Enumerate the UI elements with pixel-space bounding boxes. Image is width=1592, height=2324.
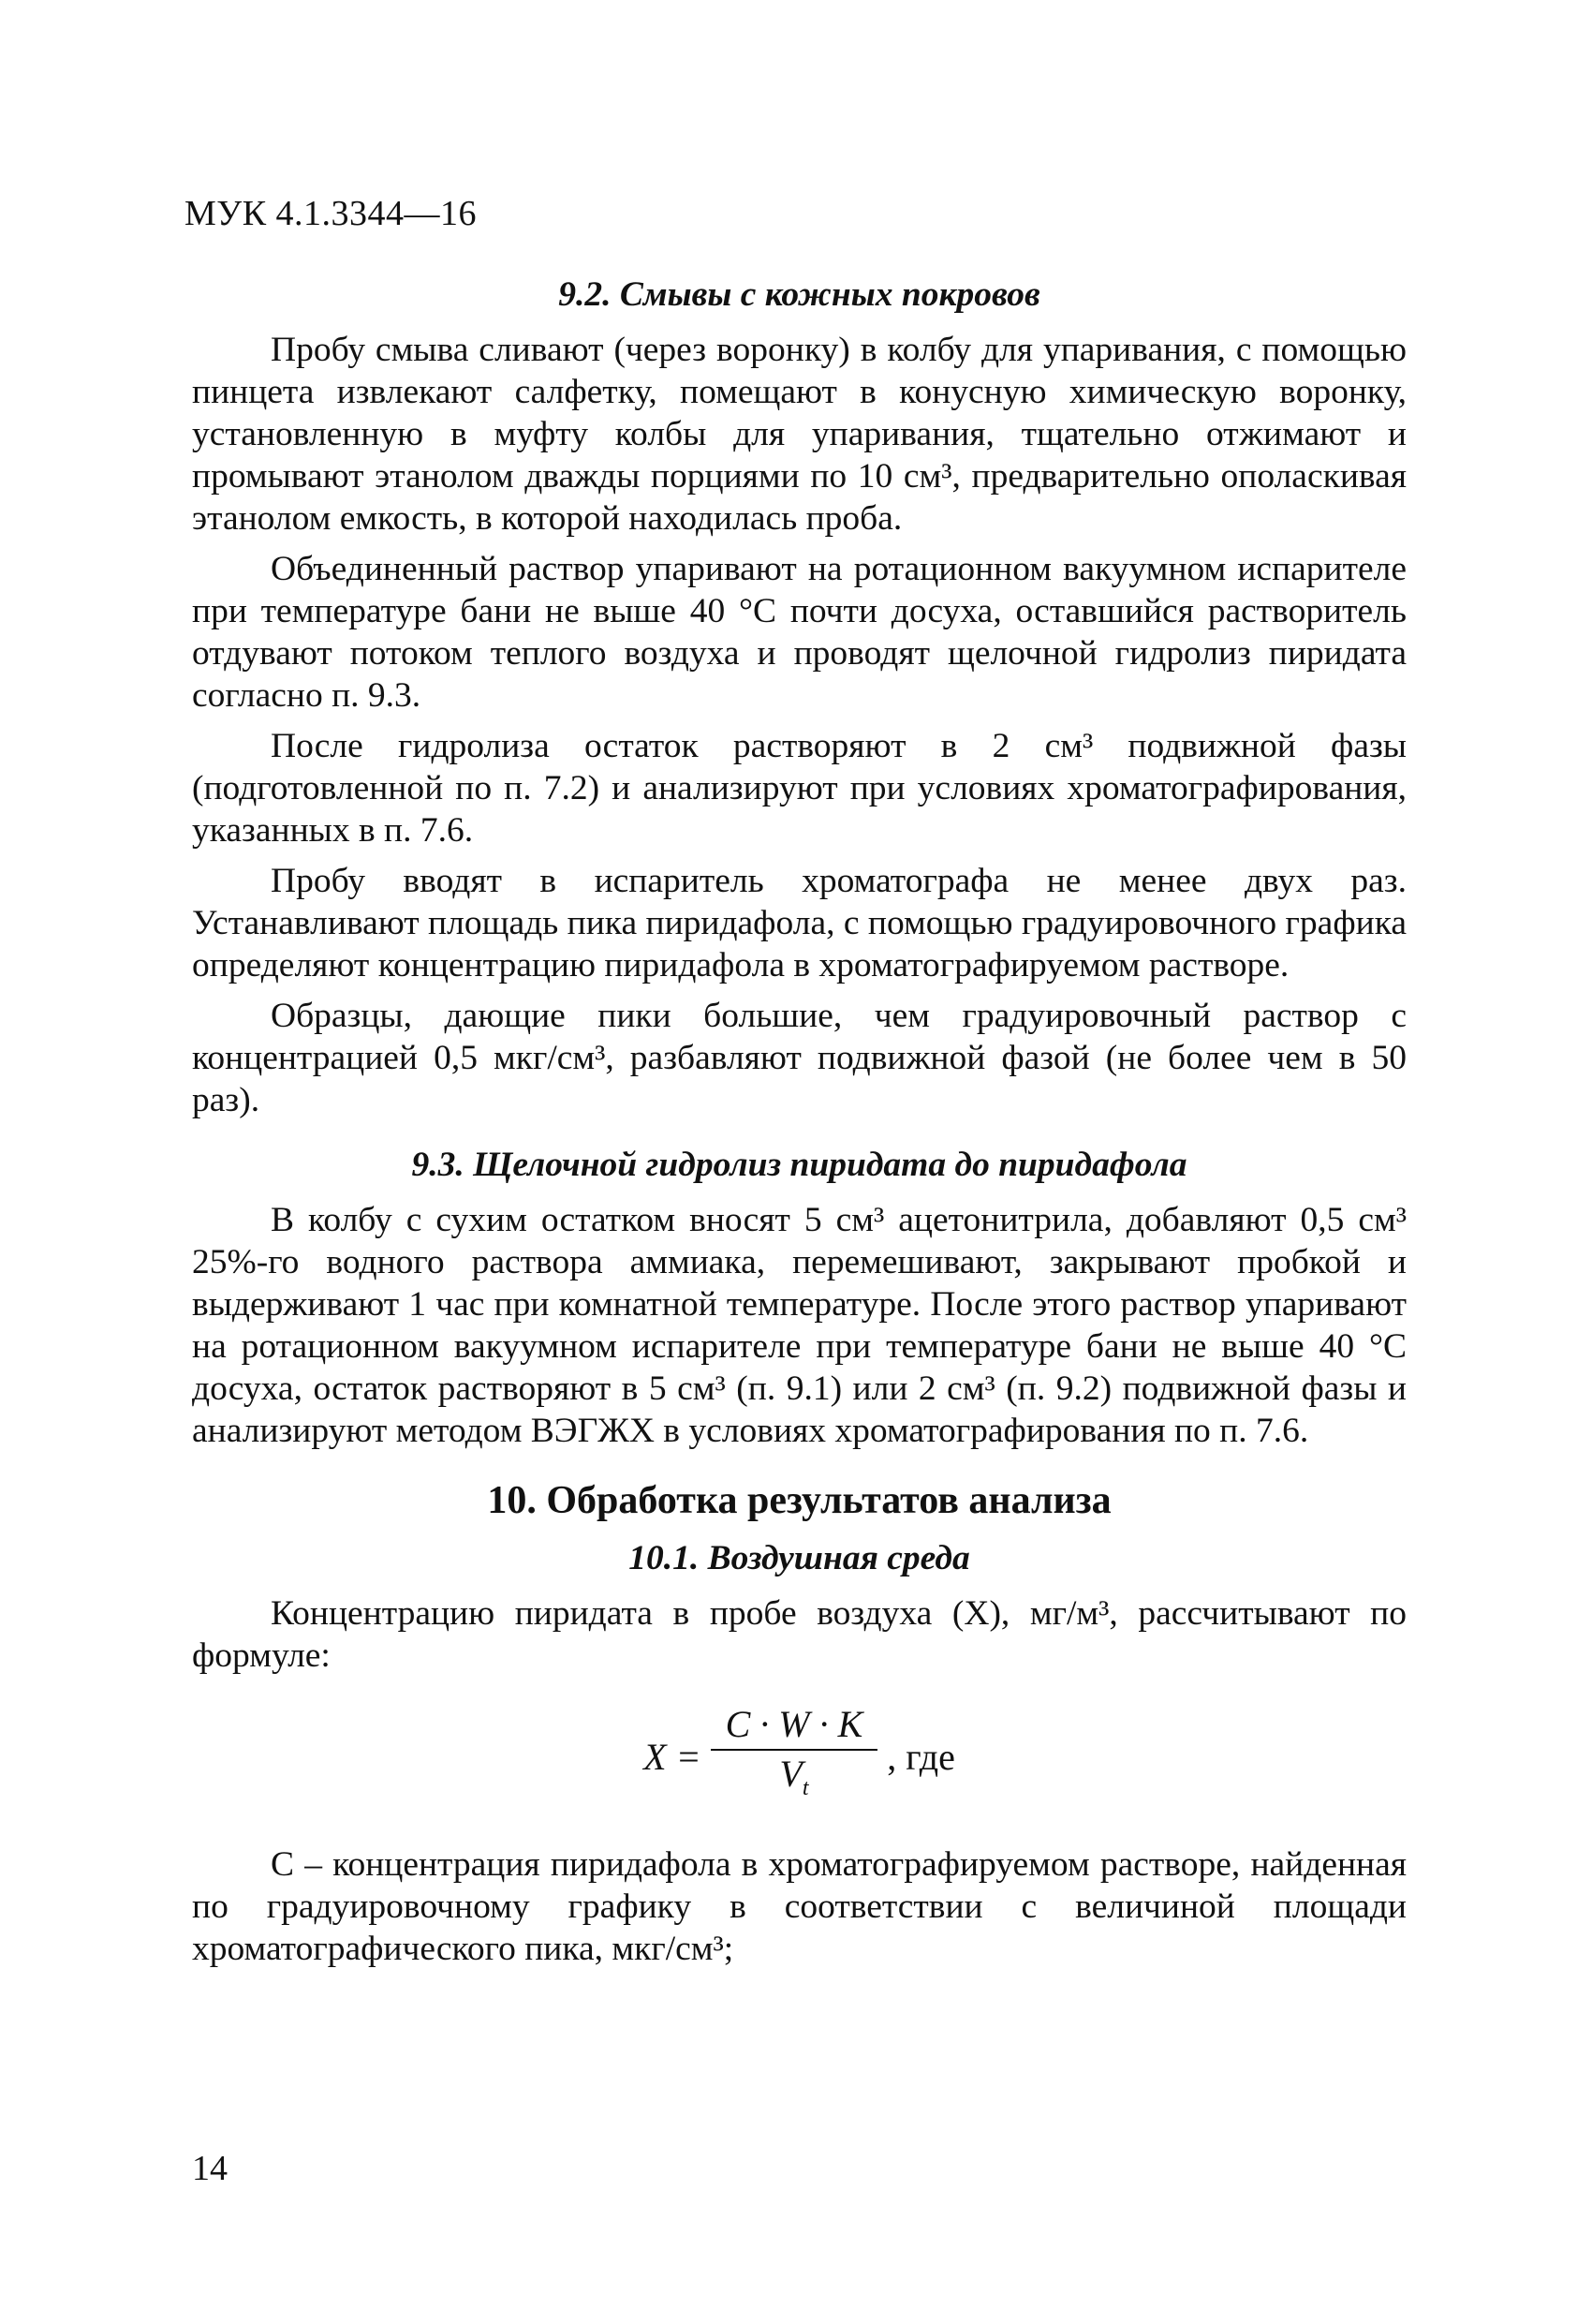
formula-numerator: C · W · K: [711, 1703, 878, 1751]
document-code-header: МУК 4.1.3344—16: [184, 194, 478, 233]
formula-lhs: X =: [643, 1735, 701, 1778]
subsection-title-9-2: 9.2. Смывы с кожных покровов: [558, 275, 1040, 314]
paragraph: Объединенный раствор упаривают на ротационном вакуумном испарителе при температуре бани не выше 40 °С почти досуха, оставшийся растворитель отдувают потоком теплого воздуха и проводят щелочной гидролиз пиридата согласно п. 9.3.: [192, 550, 1407, 715]
formula: [192, 1703, 1407, 1810]
subsection-title-9-3: 9.3. Щелочной гидролиз пиридата до пиридафола: [411, 1146, 1187, 1184]
formula-denominator-sub: t: [802, 1776, 809, 1800]
paragraph: В колбу с сухим остатком вносят 5 см³ ацетонитрила, добавляют 0,5 см³ 25%-го водного раствора аммиака, перемешивают, закрывают пробкой и выдерживают 1 час при комнатной температуре. После этого раствор упаривают на ротационном вакуумном испарителе при температуре бани не выше 40 °С досуха, остаток растворяют в 5 см³ (п. 9.1) или 2 см³ (п. 9.2) подвижной фазы и анализируют методом ВЭГЖХ в условиях хроматографирования по п. 7.6.: [192, 1201, 1407, 1450]
subsection-title-10-1: 10.1. Воздушная среда: [628, 1539, 970, 1577]
section-title-10: 10. Обработка результатов анализа: [487, 1479, 1112, 1522]
formula-denominator: [779, 1751, 808, 1810]
paragraph: Пробу вводят в испаритель хроматографа не менее двух раз. Устанавливают площадь пика пиридафола, с помощью градуировочного графика определяют концентрацию пиридафола в хроматографируемом растворе.: [192, 862, 1407, 984]
page-number: 14: [192, 2149, 228, 2188]
formula-fraction: [711, 1703, 878, 1810]
page-body: [192, 274, 1407, 1978]
formula-denominator-var: V: [779, 1753, 803, 1795]
paragraph: Пробу смыва сливают (через воронку) в колбу для упаривания, с помощью пинцета извлекают салфетку, помещают в конусную химическую воронку, установленную в муфту колбы для упаривания, тщательно отжимают и промывают этанолом дважды порциями по 10 см³, предварительно ополаскивая этанолом емкость, в которой находилась проба.: [192, 331, 1407, 538]
paragraph: C – концентрация пиридафола в хроматографируемом растворе, найденная по градуировочному графику в соответствии с величиной площади хроматографического пика, мкг/см³;: [192, 1845, 1407, 1968]
formula-suffix: , где: [887, 1735, 955, 1778]
paragraph: После гидролиза остаток растворяют в 2 см³ подвижной фазы (подготовленной по п. 7.2) и анализируют при условиях хроматографирования, указанных в п. 7.6.: [192, 727, 1407, 850]
paragraph: Образцы, дающие пики большие, чем градуировочный раствор с концентрацией 0,5 мкг/см³, разбавляют подвижной фазой (не более чем в 50 раз).: [192, 997, 1407, 1119]
paragraph: Концентрацию пиридата в пробе воздуха (X), мг/м³, рассчитывают по формуле:: [192, 1594, 1407, 1675]
